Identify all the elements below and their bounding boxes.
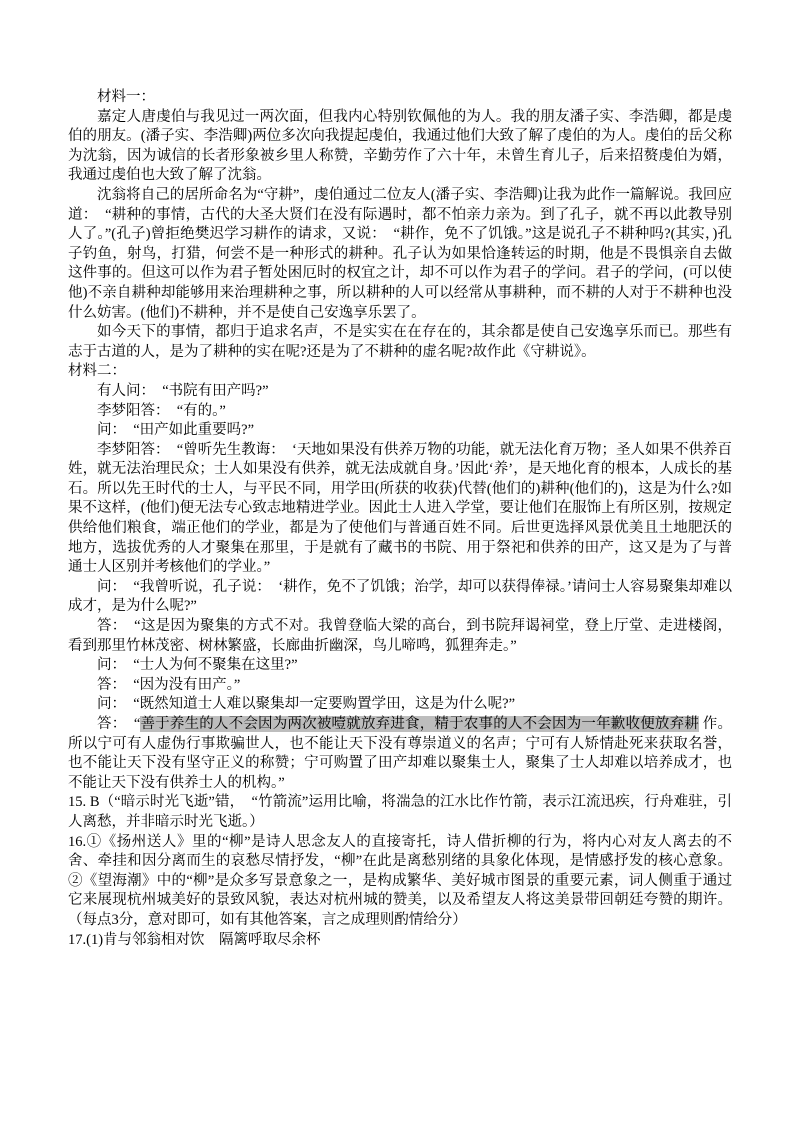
material-1-para-3: 如今天下的事情，都归于追求名声，不是实实在在存在的，其余都是使自己安逸享乐而已。那些有志于古道的人，是为了耕种的实在呢?还是为了不耕种的虚名呢?故作此《守耕说》。 (68, 324, 732, 360)
highlighted-text: 善于养生的人不会因为两次被噎就放弃进食，精于农事的人不会因为一年歉收便放弃耕 (140, 716, 699, 732)
dialogue-question-1: 有人问： “书院有田产吗?” (97, 382, 269, 399)
dialogue-question-3: 问： “我曾听说，孔子说： ‘耕作，免不了饥饿；治学，却可以获得俸禄。’请问士人容易聚集却难以成才，是为什么呢?” (68, 578, 732, 615)
dialogue-question-5: 问： “既然知道士人难以聚集却一定要购置学田，这是为什么呢?” (97, 696, 516, 713)
material-2-heading: 材料二： (68, 363, 126, 380)
dialogue-answer-5-highlighted (68, 715, 732, 793)
dialogue-answer-4: 答： “因为没有田产。” (97, 676, 241, 693)
dialogue-answer-3: 答： “这是因为聚集的方式不对。我曾登临大梁的高台，到书院拜谒祠堂，登上厅堂、走进楼阁，看到那里竹林茂密、树林繁盛，长廊曲折幽深，鸟儿啼鸣，狐狸奔走。” (68, 618, 732, 654)
answer-item-17: 17.(1)肯与邻翁相对饮 隔篱呼取尽余杯 (68, 931, 321, 948)
dialogue-answer-2: 李梦阳答： “曾听先生教诲： ‘天地如果没有供养万物的功能，就无法化育万物；圣人如果不供养百姓，就无法治理民众；士人如果没有供养，就无法成就自身。’因此‘养’，是天地化育的根本，人成长的基石。所以先王时代的士人，与平民不同，用学田(所获的收获)代替(他们的)耕种(他们的)，这是为什么?如果不这样，(他们)便无法专心致志地精进学业。因此士人进入学堂，要让他们在服饰上有所区别，按规定供给他们粮食，端正他们的学业，都是为了使他们与普通百姓不同。后世更选择风景优美且土地肥沃的地方，选拔优秀的人才聚集在那里，于是就有了藏书的书院、用于祭祀和供养的田产，这又是为了与普通士人区别并考核他们的学业。” (68, 441, 732, 576)
material-1-heading: 材料一： (97, 89, 155, 105)
answer-item-15: 15. B（“暗示时光飞逝”错， “竹箭流”运用比喻，将湍急的江水比作竹箭，表示江流迅疾，行舟难驻，引人离愁，并非暗示时光飞逝。） (68, 794, 732, 830)
material-1-para-1: 嘉定人唐虔伯与我见过一两次面，但我内心特别钦佩他的为人。我的朋友潘子实、李浩卿，都是虔伯的朋友。(潘子实、李浩卿)两位多次向我提起虔伯，我通过他们大致了解了虔伯的为人。虔伯的岳父称为沈翁，因为诚信的长者形象被乡里人称赞，辛勤劳作了六十年，未曾生育儿子，后来招赘虔伯为婿，我通过虔伯也大致了解了沈翁。 (68, 108, 732, 184)
dialogue-question-4: 问： “士人为何不聚集在这里?” (97, 657, 298, 674)
dialogue-answer-1: 李梦阳答： “有的。” (97, 402, 226, 419)
answer-item-16: 16.①《扬州送人》里的“柳”是诗人思念友人的直接寄托，诗人借折柳的行为，将内心对友人离去的不舍、牵挂和因分离而生的哀愁尽情抒发，“柳”在此是离愁别绪的具象化体现，是情感抒发的核心意象。②《望海潮》中的“柳”是众多写景意象之一，是构成繁华、美好城市图景的重要元素，词人侧重于通过它来展现杭州城美好的景致风貌，表达对杭州城的赞美，以及希望友人将这美景带回朝廷夸赞的期许。（每点3分，意对即可，如有其他答案，言之成理则酌情给分） (68, 833, 732, 928)
material-1-para-2: 沈翁将自己的居所命名为“守耕”，虔伯通过二位友人(潘子实、李浩卿)让我为此作一篇解说。我回应道： “耕种的事情，古代的大圣大贤们在没有际遇时，都不怕亲力亲为。到了孔子，就不再以此教导别人了。”(孔子)曾拒绝樊迟学习耕作的请求，又说： “耕作，免不了饥饿。”这是说孔子不耕种吗?(其实，)孔子钓鱼，射鸟，打猎，何尝不是一种形式的耕种。孔子认为如果恰逢转运的时期，他是不畏惧亲自去做这件事的。但这可以作为君子暂处困厄时的权宜之计，却不可以作为君子的学问。君子的学问，(可以使他)不亲自耕种却能够用来治理耕种之事，所以耕种的人可以经常从事耕种，而不耕的人对于不耕种也没什么妨害。(他们)不耕种，并不是使自己安逸享乐罢了。 (68, 186, 732, 321)
dialogue-question-2: 问： “田产如此重要吗?” (97, 422, 255, 439)
answer-suffix: 作。所以宁可有人虚伪行事欺骗世人，也不能让天下没有尊崇道义的名声；宁可有人矫情赴死来获取名誉，也不能让天下没有坚守正义的称赞；宁可购置了田产却难以聚集士人，聚集了士人却难以培养成才，也不能让天下没有供养士人的机构。” (68, 716, 733, 791)
answer-prefix: 答： “ (97, 716, 141, 732)
